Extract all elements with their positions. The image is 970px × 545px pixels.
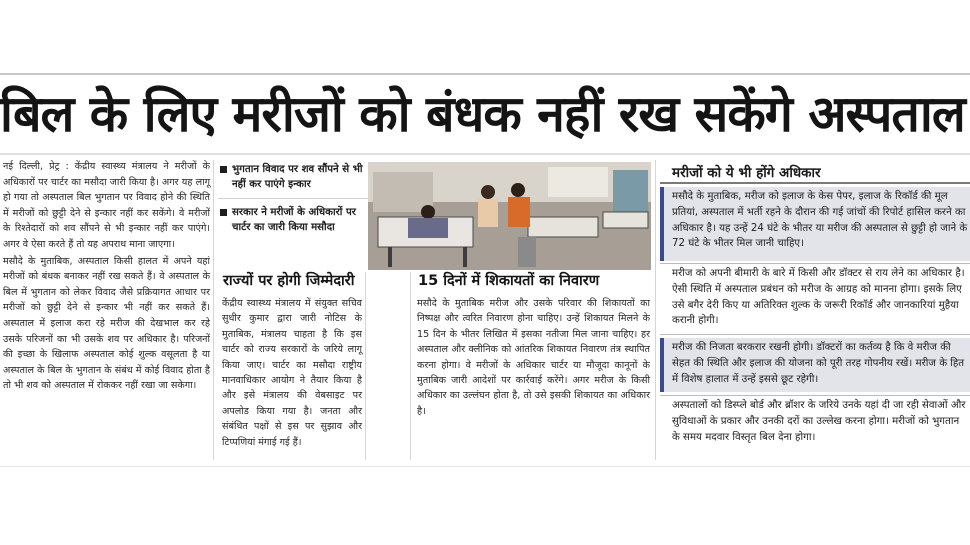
states-body: केंद्रीय स्वास्थ्य मंत्रालय में संयुक्त सचिव सुधीर कुमार द्वारा जारी नोटिस के मुताबिक, मंत्रालय चाहता है कि इस चार्टर को राज्य सरकारों के जरिये लागू किया जाए। चार्टर का मसौदा राष्ट्रीय मानवाधिकार आयोग ने तैयार किया है और इसे मंत्रालय की वेबसाइट पर अपलोड किया गया है। जनता और संबंधित पक्षों से इस पर सुझाव और टिप्पणियां मंगाई गई हैं। (222, 298, 362, 448)
hospital-ward-illustration (368, 162, 651, 270)
headline: बिल के लिए मरीजों को बंधक नहीं रख सकेंगे अस्पताल (0, 85, 965, 143)
highlight-item (218, 162, 368, 192)
bottom-rule (0, 466, 970, 467)
sidebar-header-rule (660, 182, 970, 184)
highlights-box (218, 162, 368, 270)
sidebar-item: मरीज को अपनी बीमारी के बारे में किसी और डॉक्टर से राय लेने का अधिकार है। ऐसी स्थिति में अस्पताल प्रबंधन को मरीज के आग्रह को मानना होगा। इसके लिए उसे बगैर देरी किए या अतिरिक्त शुल्क के जरूरी रिकॉर्ड और जानकारियां मुहैया करानी होगी। (672, 268, 965, 327)
square-bullet-icon (220, 166, 227, 173)
sidebar-title: मरीजों को ये भी होंगे अधिकार (672, 165, 821, 181)
lead-column (3, 159, 210, 394)
complaints-heading: 15 दिनों में शिकायतों का निवारण (418, 273, 600, 289)
column-divider-1 (213, 160, 214, 460)
rights-sidebar (660, 160, 970, 466)
lead-paragraph-2: मसौदे के मुताबिक, अस्पताल किसी हालत में अपने यहां मरीजों को बंधक बनाकर नहीं रख सकते हैं। वे अस्पताल के बिल में भुगतान को लेकर विवाद जैसे प्रक्रियागत आधार पर मरीजों को छुट्टी देने से इन्कार भी नहीं कर सकते हैं। अस्पताल में इलाज करा रहे मरीज की देखभाल कर रहे उसके परिजनों का भी उसके शव पर अधिकार है। परिजनों की इच्छा के खिलाफ अस्पताल कोई शुल्क वसूलता है या अस्पताल के बिल के भुगतान के संबंध में कोई विवाद होता है तो भी शव को अस्पताल में रोककर नहीं रखा जा सकेगा। (3, 255, 210, 392)
sidebar-item: मसौदे के मुताबिक, मरीज को इलाज के केस पेपर, इलाज के रिकॉर्ड की मूल प्रतियां, अस्पताल में भर्ती रहने के दौरान की गई जांचों की रिपोर्ट हासिल करने का अधिकार है। यह उन्हें 24 घंटे के भीतर या मरीज की अस्पताल से छुट्टी हो जाने के 72 घंटे के भीतर मिल जानी चाहिए। (660, 187, 970, 261)
column-divider-3 (410, 272, 411, 460)
complaints-body: मसौदे के मुताबिक मरीज और उसके परिवार की शिकायतों का निष्पक्ष और त्वरित निवारण होना चाहिए। उन्हें शिकायत मिलने के 15 दिन के भीतर लिखित में इसका नतीजा मिल जाना चाहिए। हर अस्पताल और क्लीनिक को आंतरिक शिकायत निवारण तंत्र स्थापित करना होगा। वे मरीजों के अधिकार चार्टर या मौजूदा कानूनों के मुताबिक जारी आदेशों पर कार्रवाई करेंगे। अगर मरीज के किसी अधिकार का उल्लंघन होता है, तो उसे इसकी शिकायत का अधिकार है। (417, 298, 650, 417)
square-bullet-icon (220, 209, 227, 216)
highlight-divider (218, 198, 368, 199)
states-heading: राज्यों पर होगी जिम्मेदारी (223, 273, 355, 289)
sidebar-divider (660, 395, 970, 396)
highlight-item (218, 205, 368, 235)
column-divider-4 (655, 160, 656, 460)
highlight-text: भुगतान विवाद पर शव सौंपने से भी नहीं कर पाएंगे इन्कार (232, 164, 363, 190)
sidebar-item: अस्पतालों को डिस्प्ले बोर्ड और ब्रॉशर के जरिये उनके यहां दी जा रही सेवाओं और सुविधाओं के प्रकार और उनकी दरों का उल्लेख करना होगा। मरीजों को भुगतान के समय मदवार विस्तृत बिल देना होगा। (672, 400, 966, 443)
column-divider-2 (365, 272, 366, 460)
sidebar-header (660, 160, 970, 184)
highlight-text: सरकार ने मरीजों के अधिकारों पर चार्टर का जारी किया मसौदा (232, 207, 356, 233)
sidebar-item: मरीज की निजता बरकरार रखनी होगी। डॉक्टरों का कर्तव्य है कि वे मरीज की सेहत की स्थिति और इलाज की योजना को पूरी तरह गोपनीय रखें। मरीज के हित में विशेष हालात में उन्हें इससे छूट रहेगी। (660, 338, 970, 392)
top-rule (0, 73, 970, 75)
headline-rule (0, 153, 970, 155)
hospital-ward-photo (368, 162, 651, 270)
sidebar-divider (660, 263, 970, 264)
sidebar-divider (660, 334, 970, 335)
lead-paragraph-1: नई दिल्ली, प्रेट्र : केंद्रीय स्वास्थ्य मंत्रालय ने मरीजों के अधिकारों पर चार्टर का मसौदा जारी किया है। अगर यह लागू हो गया तो अस्पताल बिल भुगतान पर विवाद होने की स्थिति में मरीजों को छुट्टी देने से इन्कार नहीं कर सकेंगे। वे मरीजों के रिश्तेदारों को शव सौंपने से भी इन्कार नहीं कर पाएंगे। अगर वे ऐसा करते हैं तो यह अपराध माना जाएगा। (3, 161, 210, 250)
